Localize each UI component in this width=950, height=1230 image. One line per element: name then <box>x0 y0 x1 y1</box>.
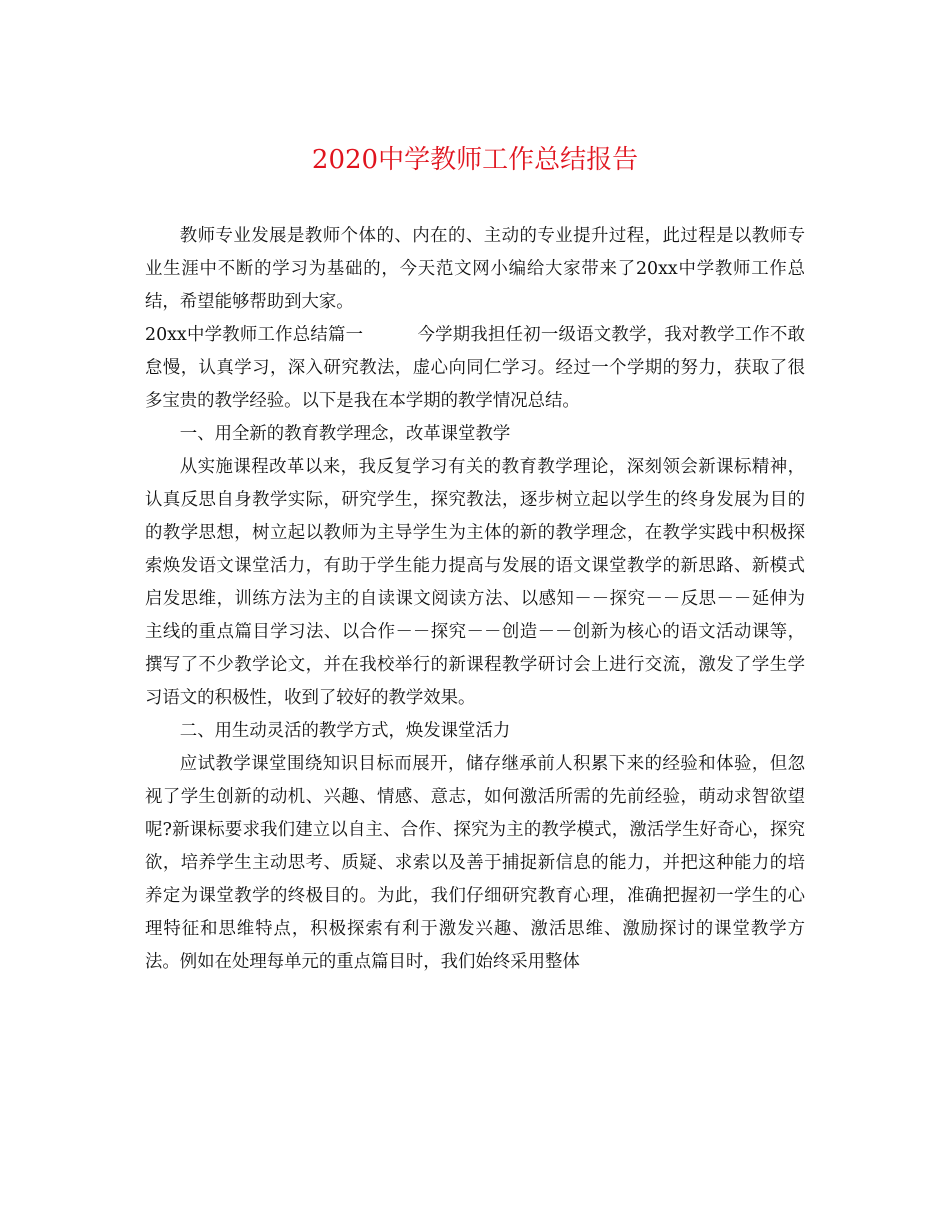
document-body <box>145 220 805 979</box>
subheading-two: 二、用生动灵活的教学方式，焕发课堂活力 <box>179 721 511 741</box>
paragraph-reform: 从实施课程改革以来，我反复学习有关的教育教学理论，深刻领会新课标精神，认真反思自身教学实际，研究学生，探究教法，逐步树立起以学生的终身发展为目的的教学思想，树立起以教师为主导学生为主体的新的教学理念，在教学实践中积极探索焕发语文课堂活力，有助于学生能力提高与发展的语文课堂教学的新思路、新模式启发思维，训练方法为主的自读课文阅读方法、以感知－－探究－－反思－－延伸为主线的重点篇目学习法、以合作－－探究－－创造－－创新为核心的语文活动课等，撰写了不少教学论文，并在我校举行的新课程教学研讨会上进行交流，激发了学生学习语文的积极性，收到了较好的教学效果。 <box>145 457 805 708</box>
section-heading: 20xx中学教师工作总结篇一 <box>145 325 364 345</box>
paragraph-intro: 教师专业发展是教师个体的、内在的、主动的专业提升过程，此过程是以教师专业生涯中不断的学习为基础的，今天范文网小编给大家带来了20xx中学教师工作总结，希望能够帮助到大家。 <box>145 226 805 312</box>
paragraph-vitality: 应试教学课堂围绕知识目标而展开，储存继承前人积累下来的经验和体验，但忽视了学生创新的动机、兴趣、情感、意志，如何激活所需的先前经验，萌动求智欲望呢?新课标要求我们建立以自主、合作、探究为主的教学模式，激活学生好奇心，探究欲，培养学生主动思考、质疑、求索以及善于捕捉新信息的能力，并把这种能力的培养定为课堂教学的终极目的。为此，我们仔细研究教育心理，准确把握初一学生的心理特征和思维特点，积极探索有利于激发兴趣、激活思维、激励探讨的课堂教学方法。例如在处理每单元的重点篇目时，我们始终采用整体 <box>145 754 805 972</box>
subheading-one: 一、用全新的教育教学理念，改革课堂教学 <box>179 424 511 444</box>
section-text: 今学期我担任初一级语文教学，我对教学工作不敢怠慢，认真学习，深入研究教法，虚心向同仁学习。经过一个学期的努力，获取了很多宝贵的教学经验。以下是我在本学期的教学情况总结。 <box>145 325 805 411</box>
document-title: 2020中学教师工作总结报告 <box>311 145 639 175</box>
paragraph-section-one <box>145 319 805 418</box>
